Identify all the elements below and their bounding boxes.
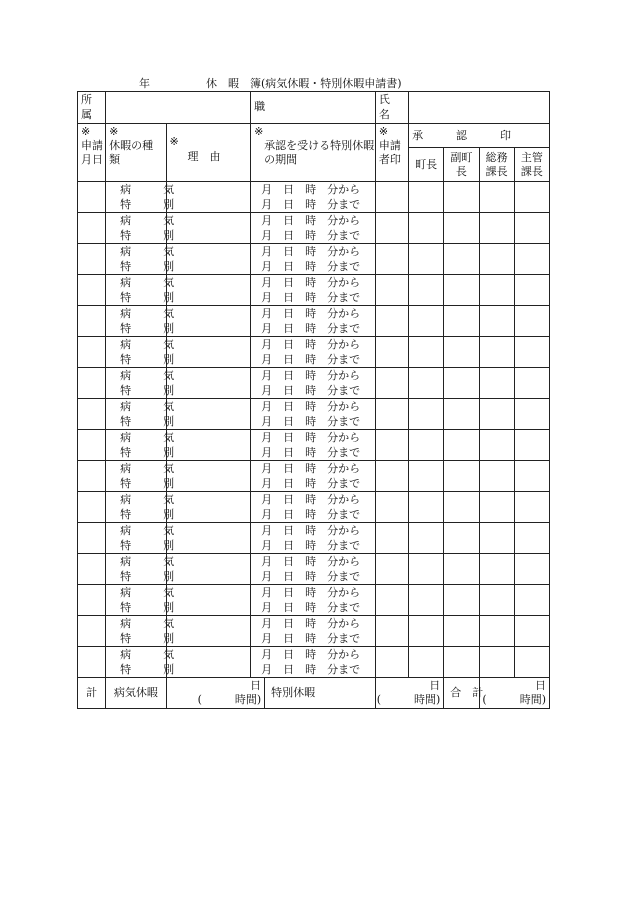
chief-seal-cell[interactable] — [514, 461, 549, 492]
period-to-label: 月 日 時 分まで — [261, 384, 361, 397]
special-total-label: 特別休暇 — [265, 678, 376, 709]
town-mayor-header: 町長 — [409, 148, 444, 182]
town-mayor-seal-cell[interactable] — [409, 275, 444, 306]
vice-mayor-seal-cell[interactable] — [444, 461, 479, 492]
apply-date-cell[interactable] — [78, 430, 106, 461]
period-from-label: 月 日 時 分から — [261, 276, 361, 289]
applicant-seal-cell[interactable] — [375, 616, 408, 647]
year-label: 年 — [139, 77, 150, 90]
period-from-label: 月 日 時 分から — [261, 555, 361, 568]
type-sick-label: 病 気 — [120, 493, 185, 506]
chief-seal-cell[interactable] — [514, 523, 549, 554]
leave-entry-row — [78, 306, 550, 337]
applicant-seal-cell[interactable] — [375, 523, 408, 554]
apply-date-cell[interactable] — [78, 213, 106, 244]
type-sick-label: 病 気 — [120, 617, 185, 630]
chief-seal-cell[interactable] — [514, 616, 549, 647]
general-affairs-seal-cell[interactable] — [479, 616, 514, 647]
general-affairs-seal-cell[interactable] — [479, 182, 514, 213]
period-cell[interactable] — [251, 244, 376, 275]
apply-date-cell[interactable] — [78, 647, 106, 678]
vice-mayor-seal-cell[interactable] — [444, 399, 479, 430]
leave-entry-row — [78, 492, 550, 523]
general-affairs-seal-cell[interactable] — [479, 461, 514, 492]
type-sick-label: 病 気 — [120, 524, 185, 537]
position-label: 職 — [251, 92, 376, 124]
general-affairs-seal-cell[interactable] — [479, 244, 514, 275]
period-from-label: 月 日 時 分から — [261, 214, 361, 227]
title-text: 休 暇 簿(病気休暇・特別休暇申請書) — [206, 77, 402, 90]
period-from-label: 月 日 時 分から — [261, 586, 361, 599]
period-from-label: 月 日 時 分から — [261, 493, 361, 506]
leave-type-cell[interactable] — [106, 275, 185, 306]
period-cell[interactable] — [251, 213, 376, 244]
grand-total-label: 合 計 — [444, 678, 479, 709]
applicant-seal-cell[interactable] — [375, 554, 408, 585]
vice-mayor-seal-cell[interactable] — [444, 182, 479, 213]
apply-date-cell[interactable] — [78, 492, 106, 523]
apply-date-cell[interactable] — [78, 182, 106, 213]
type-sick-label: 病 気 — [120, 462, 185, 475]
town-mayor-seal-cell[interactable] — [409, 523, 444, 554]
apply-date-cell[interactable] — [78, 554, 106, 585]
vice-mayor-seal-cell[interactable] — [444, 244, 479, 275]
type-sick-label: 病 気 — [120, 276, 185, 289]
town-mayor-seal-cell[interactable] — [409, 554, 444, 585]
chief-seal-cell[interactable] — [514, 275, 549, 306]
vice-mayor-seal-cell[interactable] — [444, 585, 479, 616]
applicant-seal-cell[interactable] — [375, 430, 408, 461]
period-to-label: 月 日 時 分まで — [261, 601, 361, 614]
period-from-label: 月 日 時 分から — [261, 183, 361, 196]
vice-mayor-seal-cell[interactable] — [444, 275, 479, 306]
town-mayor-seal-cell[interactable] — [409, 585, 444, 616]
applicant-seal-cell[interactable] — [375, 213, 408, 244]
type-sick-label: 病 気 — [120, 431, 185, 444]
period-to-label: 月 日 時 分まで — [261, 539, 361, 552]
period-cell[interactable] — [251, 492, 376, 523]
period-to-label: 月 日 時 分まで — [261, 260, 361, 273]
leave-type-cell[interactable] — [106, 585, 185, 616]
vice-mayor-seal-cell[interactable] — [444, 523, 479, 554]
applicant-seal-cell[interactable] — [375, 399, 408, 430]
town-mayor-seal-cell[interactable] — [409, 399, 444, 430]
period-to-label: 月 日 時 分まで — [261, 632, 361, 645]
leave-entry-row — [78, 244, 550, 275]
period-from-label: 月 日 時 分から — [261, 307, 361, 320]
leave-form-table — [77, 91, 550, 709]
period-to-label: 月 日 時 分まで — [261, 322, 361, 335]
apply-date-cell[interactable] — [78, 337, 106, 368]
town-mayor-seal-cell[interactable] — [409, 337, 444, 368]
applicant-seal-cell[interactable] — [375, 244, 408, 275]
type-sick-label: 病 気 — [120, 400, 185, 413]
town-mayor-seal-cell[interactable] — [409, 616, 444, 647]
general-affairs-seal-cell[interactable] — [479, 554, 514, 585]
period-from-label: 月 日 時 分から — [261, 462, 361, 475]
vice-mayor-seal-cell[interactable] — [444, 492, 479, 523]
apply-date-cell[interactable] — [78, 523, 106, 554]
period-cell[interactable] — [251, 368, 376, 399]
general-affairs-seal-cell[interactable] — [479, 585, 514, 616]
apply-date-cell[interactable] — [78, 585, 106, 616]
period-cell[interactable] — [251, 585, 376, 616]
chief-seal-cell[interactable] — [514, 647, 549, 678]
leave-type-cell[interactable] — [106, 554, 185, 585]
leave-type-cell[interactable] — [106, 399, 185, 430]
period-to-label: 月 日 時 分まで — [261, 508, 361, 521]
period-cell[interactable] — [251, 616, 376, 647]
period-from-label: 月 日 時 分から — [261, 338, 361, 351]
apply-date-header: ※ 申請月日 — [78, 124, 106, 182]
chief-seal-cell[interactable] — [514, 306, 549, 337]
period-to-label: 月 日 時 分まで — [261, 570, 361, 583]
town-mayor-seal-cell[interactable] — [409, 244, 444, 275]
chief-seal-cell[interactable] — [514, 554, 549, 585]
leave-entry-row — [78, 523, 550, 554]
period-from-label: 月 日 時 分から — [261, 648, 361, 661]
period-cell[interactable] — [251, 461, 376, 492]
leave-type-cell[interactable] — [106, 213, 185, 244]
applicant-seal-cell[interactable] — [375, 585, 408, 616]
type-special-label: 特 別 — [120, 508, 185, 521]
period-to-label: 月 日 時 分まで — [261, 446, 361, 459]
leave-entry-row — [78, 461, 550, 492]
type-special-label: 特 別 — [120, 570, 185, 583]
vice-mayor-seal-cell[interactable] — [444, 337, 479, 368]
type-sick-label: 病 気 — [120, 338, 185, 351]
affiliation-field[interactable] — [106, 92, 251, 124]
vice-mayor-seal-cell[interactable] — [444, 430, 479, 461]
general-affairs-seal-cell[interactable] — [479, 430, 514, 461]
period-to-label: 月 日 時 分まで — [261, 477, 361, 490]
vice-mayor-seal-cell[interactable] — [444, 213, 479, 244]
chief-seal-cell[interactable] — [514, 213, 549, 244]
town-mayor-seal-cell[interactable] — [409, 182, 444, 213]
type-special-label: 特 別 — [120, 539, 185, 552]
town-mayor-seal-cell[interactable] — [409, 430, 444, 461]
leave-entry-row — [78, 647, 550, 678]
period-to-label: 月 日 時 分まで — [261, 353, 361, 366]
period-cell[interactable] — [251, 182, 376, 213]
period-cell[interactable] — [251, 523, 376, 554]
applicant-seal-cell[interactable] — [375, 461, 408, 492]
general-affairs-seal-cell[interactable] — [479, 213, 514, 244]
leave-type-cell[interactable] — [106, 523, 185, 554]
leave-type-cell[interactable] — [106, 461, 185, 492]
period-cell[interactable] — [251, 306, 376, 337]
type-sick-label: 病 気 — [120, 586, 185, 599]
period-to-label: 月 日 時 分まで — [261, 291, 361, 304]
leave-entry-row — [78, 430, 550, 461]
vice-mayor-seal-cell[interactable] — [444, 647, 479, 678]
period-from-label: 月 日 時 分から — [261, 524, 361, 537]
type-special-label: 特 別 — [120, 415, 185, 428]
leave-entry-row — [78, 182, 550, 213]
type-special-label: 特 別 — [120, 601, 185, 614]
period-header: ※ 承認を受ける特別休暇の期間 — [251, 124, 376, 182]
leave-type-cell[interactable] — [106, 244, 185, 275]
vice-mayor-seal-cell[interactable] — [444, 554, 479, 585]
sick-total-cell[interactable]: 日 ( 時間) — [166, 678, 265, 709]
leave-type-cell[interactable] — [106, 368, 185, 399]
type-sick-label: 病 気 — [120, 555, 185, 568]
chief-seal-cell[interactable] — [514, 399, 549, 430]
type-special-label: 特 別 — [120, 291, 185, 304]
leave-type-cell[interactable] — [106, 337, 185, 368]
general-affairs-seal-cell[interactable] — [479, 306, 514, 337]
sick-total-label: 病気休暇 — [106, 678, 166, 709]
leave-type-cell[interactable] — [106, 182, 185, 213]
form-title — [0, 75, 630, 91]
applicant-seal-cell[interactable] — [375, 368, 408, 399]
approval-seal-header: 承 認 印 — [409, 124, 550, 148]
period-from-label: 月 日 時 分から — [261, 431, 361, 444]
general-affairs-seal-cell[interactable] — [479, 647, 514, 678]
period-cell[interactable] — [251, 647, 376, 678]
applicant-seal-cell[interactable] — [375, 275, 408, 306]
leave-entry-row — [78, 213, 550, 244]
special-total-cell[interactable]: 日 ( 時間) — [375, 678, 443, 709]
chief-seal-cell[interactable] — [514, 337, 549, 368]
applicant-seal-cell[interactable] — [375, 182, 408, 213]
apply-date-cell[interactable] — [78, 244, 106, 275]
leave-type-cell[interactable] — [106, 306, 185, 337]
leave-entry-row — [78, 399, 550, 430]
type-sick-label: 病 気 — [120, 214, 185, 227]
period-to-label: 月 日 時 分まで — [261, 229, 361, 242]
period-from-label: 月 日 時 分から — [261, 400, 361, 413]
period-cell[interactable] — [251, 554, 376, 585]
general-affairs-seal-cell[interactable] — [479, 399, 514, 430]
applicant-seal-header: ※ 申請者印 — [375, 124, 408, 182]
apply-date-cell[interactable] — [78, 368, 106, 399]
period-from-label: 月 日 時 分から — [261, 369, 361, 382]
leave-entry-row — [78, 275, 550, 306]
type-sick-label: 病 気 — [120, 183, 185, 196]
type-special-label: 特 別 — [120, 632, 185, 645]
apply-date-cell[interactable] — [78, 306, 106, 337]
general-affairs-chief-header: 総務課長 — [479, 148, 514, 182]
leave-entry-row — [78, 616, 550, 647]
leave-type-header: ※ 休暇の種類 — [106, 124, 166, 182]
name-label: 氏名 — [375, 92, 408, 124]
chief-seal-cell[interactable] — [514, 430, 549, 461]
leave-type-cell[interactable] — [106, 616, 185, 647]
chief-seal-cell[interactable] — [514, 368, 549, 399]
general-affairs-seal-cell[interactable] — [479, 368, 514, 399]
totals-label: 計 — [78, 678, 106, 709]
general-affairs-seal-cell[interactable] — [479, 523, 514, 554]
affiliation-label: 所属 — [78, 92, 106, 124]
column-header-row-1 — [78, 124, 550, 148]
chief-seal-cell[interactable] — [514, 585, 549, 616]
chief-seal-cell[interactable] — [514, 492, 549, 523]
leave-type-cell[interactable] — [106, 430, 185, 461]
vice-mayor-seal-cell[interactable] — [444, 368, 479, 399]
apply-date-cell[interactable] — [78, 616, 106, 647]
type-sick-label: 病 気 — [120, 245, 185, 258]
general-affairs-seal-cell[interactable] — [479, 275, 514, 306]
period-cell[interactable] — [251, 337, 376, 368]
apply-date-cell[interactable] — [78, 275, 106, 306]
period-cell[interactable] — [251, 399, 376, 430]
general-affairs-seal-cell[interactable] — [479, 337, 514, 368]
leave-entry-row — [78, 368, 550, 399]
period-to-label: 月 日 時 分まで — [261, 663, 361, 676]
type-special-label: 特 別 — [120, 198, 185, 211]
town-mayor-seal-cell[interactable] — [409, 647, 444, 678]
leave-entry-row — [78, 554, 550, 585]
chief-seal-cell[interactable] — [514, 244, 549, 275]
leave-entry-row — [78, 585, 550, 616]
type-sick-label: 病 気 — [120, 369, 185, 382]
type-sick-label: 病 気 — [120, 307, 185, 320]
period-cell[interactable] — [251, 275, 376, 306]
type-sick-label: 病 気 — [120, 648, 185, 661]
town-mayor-seal-cell[interactable] — [409, 368, 444, 399]
applicant-seal-cell[interactable] — [375, 647, 408, 678]
period-from-label: 月 日 時 分から — [261, 245, 361, 258]
vice-mayor-header: 副町長 — [444, 148, 479, 182]
type-special-label: 特 別 — [120, 260, 185, 273]
header-row — [78, 92, 550, 124]
type-special-label: 特 別 — [120, 384, 185, 397]
type-special-label: 特 別 — [120, 229, 185, 242]
town-mayor-seal-cell[interactable] — [409, 306, 444, 337]
type-special-label: 特 別 — [120, 477, 185, 490]
chief-seal-cell[interactable] — [514, 182, 549, 213]
leave-entry-row — [78, 337, 550, 368]
town-mayor-seal-cell[interactable] — [409, 492, 444, 523]
type-special-label: 特 別 — [120, 663, 185, 676]
totals-row — [78, 678, 550, 709]
leave-type-cell[interactable] — [106, 492, 185, 523]
grand-total-cell[interactable]: 日 ( 時間) — [479, 678, 550, 709]
period-cell[interactable] — [251, 430, 376, 461]
type-special-label: 特 別 — [120, 446, 185, 459]
name-field[interactable] — [409, 92, 550, 124]
type-special-label: 特 別 — [120, 353, 185, 366]
apply-date-cell[interactable] — [78, 399, 106, 430]
general-affairs-seal-cell[interactable] — [479, 492, 514, 523]
applicant-seal-cell[interactable] — [375, 306, 408, 337]
vice-mayor-seal-cell[interactable] — [444, 306, 479, 337]
town-mayor-seal-cell[interactable] — [409, 461, 444, 492]
period-to-label: 月 日 時 分まで — [261, 415, 361, 428]
applicant-seal-cell[interactable] — [375, 492, 408, 523]
apply-date-cell[interactable] — [78, 461, 106, 492]
reason-header: ※ 理 由 — [166, 124, 251, 182]
leave-type-cell[interactable] — [106, 647, 185, 678]
chief-in-charge-header: 主管課長 — [514, 148, 549, 182]
period-from-label: 月 日 時 分から — [261, 617, 361, 630]
period-to-label: 月 日 時 分まで — [261, 198, 361, 211]
town-mayor-seal-cell[interactable] — [409, 213, 444, 244]
applicant-seal-cell[interactable] — [375, 337, 408, 368]
type-special-label: 特 別 — [120, 322, 185, 335]
vice-mayor-seal-cell[interactable] — [444, 616, 479, 647]
